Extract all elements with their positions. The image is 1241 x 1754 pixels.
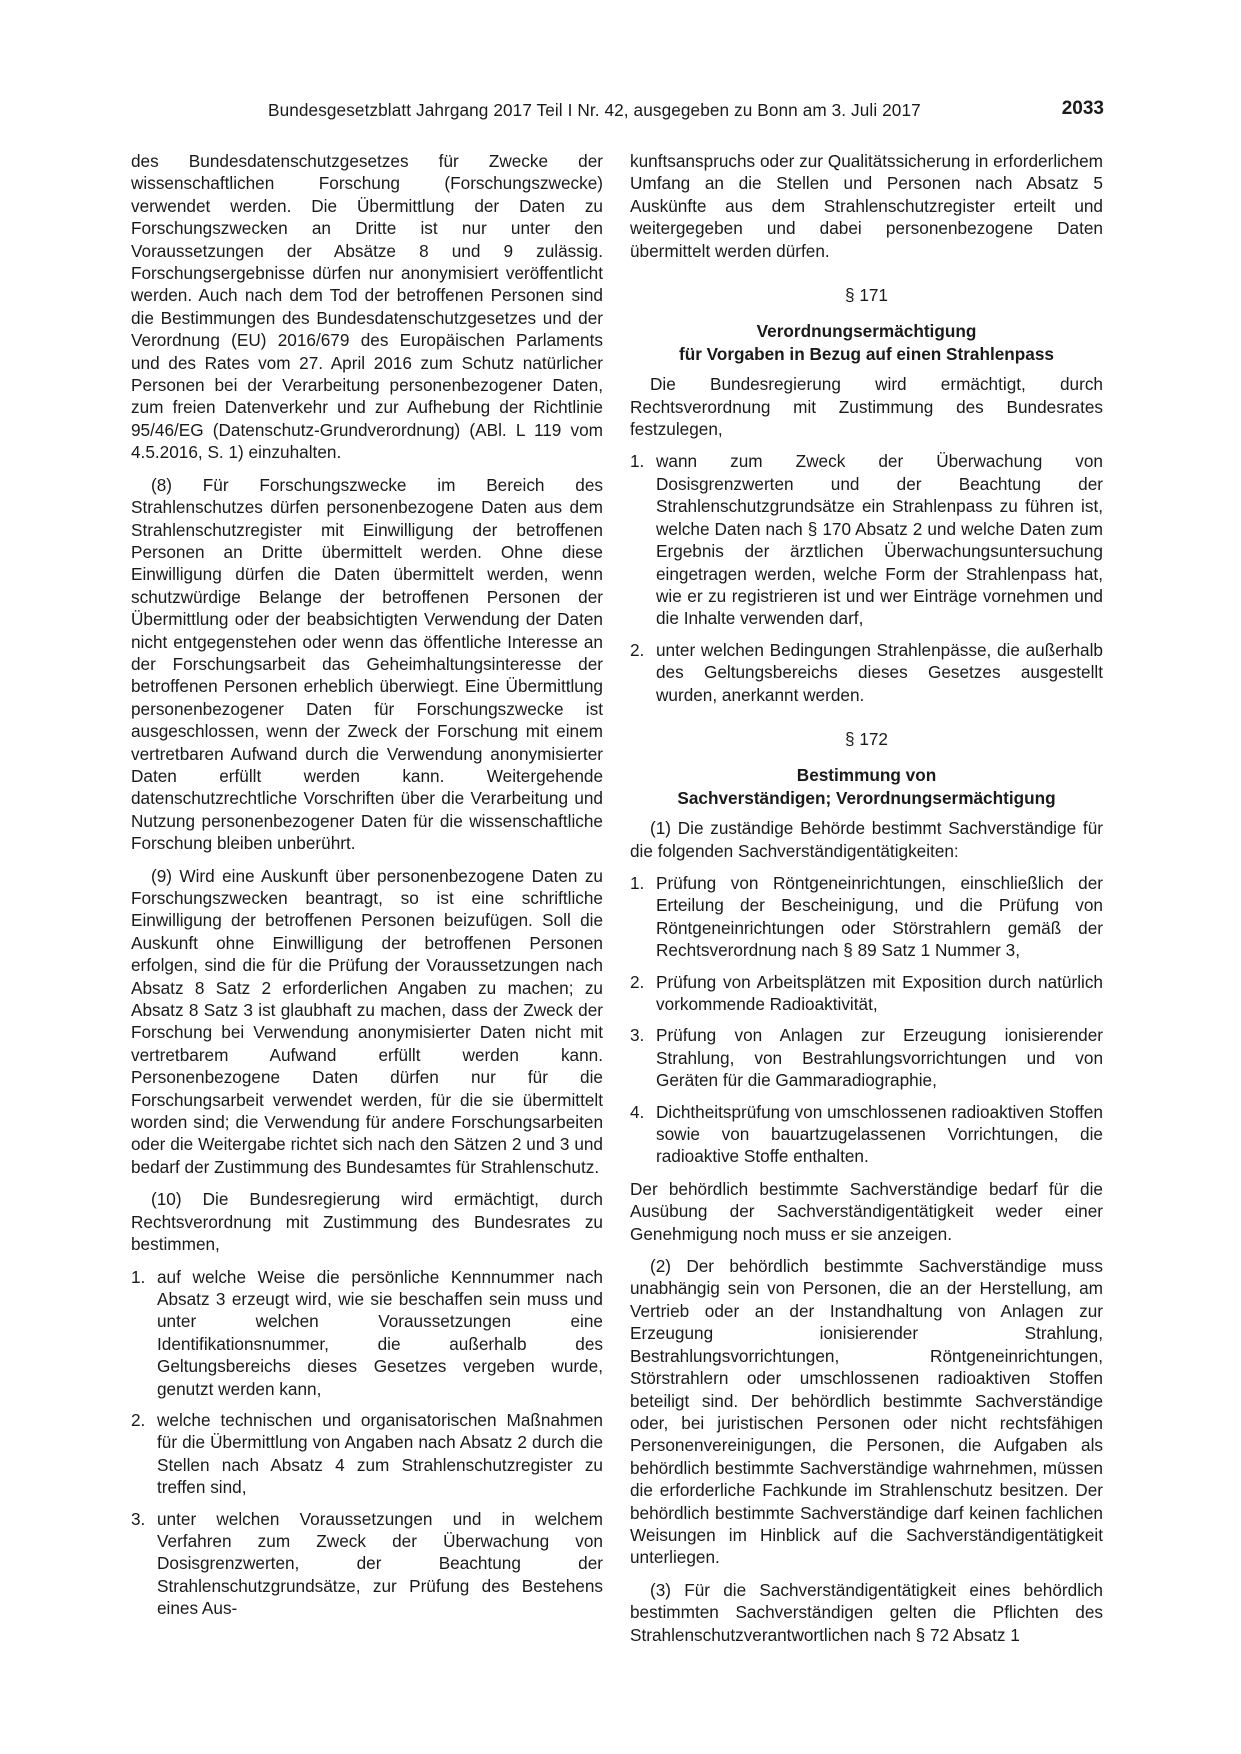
paragraph-continuation: des Bundesdatenschutzgesetzes für Zwecke der wissenschaftlichen Forschung (Forschungszwecke) verwendet werden. Die Übermittlung der Daten zu Forschungszwecken an Dritte ist nur unter den Voraussetzungen der Absätze 8 und 9 zulässig. Forschungsergebnisse dürfen nur anonymisiert veröffentlicht werden. Auch nach dem Tod der betroffenen Personen sind die Bestimmungen des Bundesdatenschutzgesetzes und der Verordnung (EU) 2016/679 des Europäischen Parlaments und des Rates vom 27. April 2016 zum Schutz natürlicher Personen bei der Verarbeitung personenbezogener Daten, zum freien Datenverkehr und zur Aufhebung der Richtlinie 95/46/EG (Datenschutz-Grundverordnung) (ABl. L 119 vom 4.5.2016, S. 1) einzuhalten. <box>131 151 603 463</box>
list-item <box>630 971 1103 1016</box>
paragraph-10-list <box>131 1266 603 1620</box>
list-item-number: 2. <box>131 1409 146 1430</box>
section-172-paragraph-1: (1) Die zuständige Behörde bestimmt Sachverständige für die folgenden Sachverständigentätigkeiten: <box>630 818 1103 861</box>
list-item-text: auf welche Weise die persönliche Kennnummer nach Absatz 3 erzeugt wird, wie sie beschaffen sein muss und unter welchen Voraussetzungen eine Identifikationsnummer, die außerhalb des Geltungsbereichs dieses Gesetzes vergeben wurde, genutzt werden kann, <box>157 1266 603 1399</box>
list-item-number: 1. <box>630 451 645 472</box>
list-item <box>630 1101 1103 1168</box>
list-item-text: Prüfung von Röntgeneinrichtungen, einschließlich der Erteilung der Bescheinigung, und die Prüfung von Röntgeneinrichtungen oder Störstrahlern gemäß der Rechtsverordnung nach § 89 Satz 1 Nummer 3, <box>656 872 1103 961</box>
section-172-list <box>630 872 1103 1168</box>
list-item-number: 2. <box>630 971 645 992</box>
list-item-number: 3. <box>630 1025 645 1046</box>
list-item <box>630 639 1103 706</box>
paragraph-9: (9) Wird eine Auskunft über personenbezogene Daten zu Forschungszwecken beantragt, so ist eine schriftliche Einwilligung der betroffenen Personen beizufügen. Soll die Auskunft ohne Einwilligung der betroffenen Personen erfolgen, sind die für die Prüfung der Voraussetzungen nach Absatz 8 Satz 2 erforderlichen Angaben zu machen; zu Absatz 8 Satz 3 ist glaubhaft zu machen, dass der Zweck der Forschung bei Verwendung anonymisierter Daten nicht mit vertretbarem Aufwand erfüllt werden kann. Personenbezogene Daten dürfen nur für die Forschungsarbeit verwendet werden, für die sie übermittelt worden sind; die Verwendung für andere Forschungsarbeiten oder die Weitergabe richtet sich nach den Sätzen 2 und 3 und bedarf der Zustimmung des Bundesamtes für Strahlenschutz. <box>131 865 603 1177</box>
header-title: Bundesgesetzblatt Jahrgang 2017 Teil I Nr. 42, ausgegeben zu Bonn am 3. Juli 2017 <box>268 100 921 120</box>
right-column <box>630 150 1103 1656</box>
page-number: 2033 <box>1061 98 1104 119</box>
list-item <box>630 450 1103 629</box>
section-title-line: für Vorgaben in Bezug auf einen Strahlenpass <box>678 343 1054 364</box>
list-item-text: wann zum Zweck der Überwachung von Dosisgrenzwerten und der Beachtung der Strahlenschutzgrundsätze ein Strahlenpass zu führen ist, welche Daten nach § 170 Absatz 2 und welche Daten zum Ergebnis der ärztlichen Überwachungsuntersuchung eingetragen werden, welche Form der Strahlenpass hat, wie er zu registrieren ist und wer Einträge vornehmen und die Inhalte verwenden darf, <box>656 451 1103 629</box>
list-item <box>630 872 1103 962</box>
list-item <box>131 1409 603 1499</box>
paragraph-continuation: kunftsanspruchs oder zur Qualitätssicherung in erforderlichem Umfang an die Stellen und Personen nach Absatz 5 Auskünfte aus dem Strahlenschutzregister erteilt und weitergegeben und dabei personenbezogene Daten übermittelt werden dürfen. <box>630 151 1103 261</box>
list-item-number: 2. <box>630 639 645 660</box>
list-item <box>131 1508 603 1620</box>
list-item-text: unter welchen Bedingungen Strahlenpässe, die außerhalb des Geltungsbereichs dieses Gesetzes ausgestellt wurden, anerkannt werden. <box>656 639 1103 705</box>
section-171-list <box>630 450 1103 705</box>
list-item <box>630 1024 1103 1091</box>
section-title-line: Verordnungsermächtigung <box>756 321 977 342</box>
section-172-paragraph-1-after: Der behördlich bestimmte Sachverständige bedarf für die Ausübung der Sachverständigentätigkeit weder einer Genehmigung noch muss er sie anzeigen. <box>630 1178 1103 1244</box>
section-172-paragraph-3: (3) Für die Sachverständigentätigkeit eines behördlich bestimmten Sachverständigen gelten die Pflichten des Strahlenschutzverantwortlichen nach § 72 Absatz 1 <box>630 1579 1103 1645</box>
section-title-line: Sachverständigen; Verordnungsermächtigung <box>677 787 1056 808</box>
section-172-paragraph-2: (2) Der behördlich bestimmte Sachverständige muss unabhängig sein von Personen, die an der Herstellung, am Vertrieb oder an der Instandhaltung von Anlagen zur Erzeugung ionisierender Strahlung, Bestrahlungsvorrichtungen, Röntgeneinrichtungen, Störstrahlern oder umschlossenen radioaktiven Stoffen beteiligt sind. Der behördlich bestimmte Sachverständige oder, bei juristischen Personen oder nicht rechtsfähigen Personenvereinigungen, die Personen, die Aufgaben als behördlich bestimmte Sachverständige wahrnehmen, müssen die erforderliche Fachkunde im Strahlenschutz besitzen. Der behördlich bestimmte Sachverständige darf keinen fachlichen Weisungen im Hinblick auf die Sachverständigentätigkeit unterliegen. <box>630 1256 1103 1568</box>
running-header <box>268 100 1104 130</box>
section-number-172: § 172 <box>844 728 888 749</box>
section-title-171 <box>630 320 1103 365</box>
list-item-text: Dichtheitsprüfung von umschlossenen radioaktiven Stoffen sowie von bauartzugelassenen Vorrichtungen, die radioaktive Stoffe enthalten. <box>656 1101 1103 1167</box>
list-item-number: 4. <box>630 1101 645 1122</box>
list-item-text: Prüfung von Arbeitsplätzen mit Exposition durch natürlich vorkommende Radioaktivität, <box>656 971 1103 1014</box>
list-item-text: unter welchen Voraussetzungen und in welchem Verfahren zum Zweck der Überwachung von Dosisgrenzwerten, der Beachtung der Strahlenschutzgrundsätze, zur Prüfung des Bestehens eines Aus- <box>157 1508 603 1619</box>
list-item-text: welche technischen und organisatorischen Maßnahmen für die Übermittlung von Angaben nach Absatz 2 durch die Stellen nach Absatz 4 zum Strahlenschutzregister zu treffen sind, <box>157 1409 603 1498</box>
paragraph-10: (10) Die Bundesregierung wird ermächtigt, durch Rechtsverordnung mit Zustimmung des Bundesrates zu bestimmen, <box>131 1189 603 1255</box>
list-item-text: Prüfung von Anlagen zur Erzeugung ionisierender Strahlung, von Bestrahlungsvorrichtungen und von Geräten für die Gammaradiographie, <box>656 1025 1103 1091</box>
section-171-intro: Die Bundesregierung wird ermächtigt, durch Rechtsverordnung mit Zustimmung des Bundesrates festzulegen, <box>630 374 1103 440</box>
section-title-line: Bestimmung von <box>796 765 937 786</box>
section-title-172 <box>630 764 1103 809</box>
paragraph-8: (8) Für Forschungszwecke im Bereich des Strahlenschutzes dürfen personenbezogene Daten aus dem Strahlenschutzregister mit Einwilligung der betroffenen Personen an Dritte übermittelt werden. Ohne diese Einwilligung dürfen die Daten übermittelt werden, wenn schutzwürdige Belange der betroffenen Personen der Übermittlung oder der beabsichtigten Verwendung der Daten nicht entgegenstehen oder wenn das öffentliche Interesse an der Forschungsarbeit das Geheimhaltungsinteresse der betroffenen Personen erheblich überwiegt. Eine Übermittlung personenbezogener Daten für Forschungszwecke ist ausgeschlossen, wenn der Zweck der Forschung mit einem vertretbaren Aufwand durch die Verwendung anonymisierter Daten erfüllt werden kann. Weitergehende datenschutzrechtliche Vorschriften über die Verarbeitung und Nutzung personenbezogener Daten für die wissenschaftliche Forschung bleiben unberührt. <box>131 474 603 854</box>
list-item <box>131 1266 603 1400</box>
section-number-171: § 171 <box>844 285 888 306</box>
left-column <box>131 150 603 1630</box>
list-item-number: 3. <box>131 1508 146 1529</box>
list-item-number: 1. <box>630 872 645 893</box>
list-item-number: 1. <box>131 1266 146 1287</box>
